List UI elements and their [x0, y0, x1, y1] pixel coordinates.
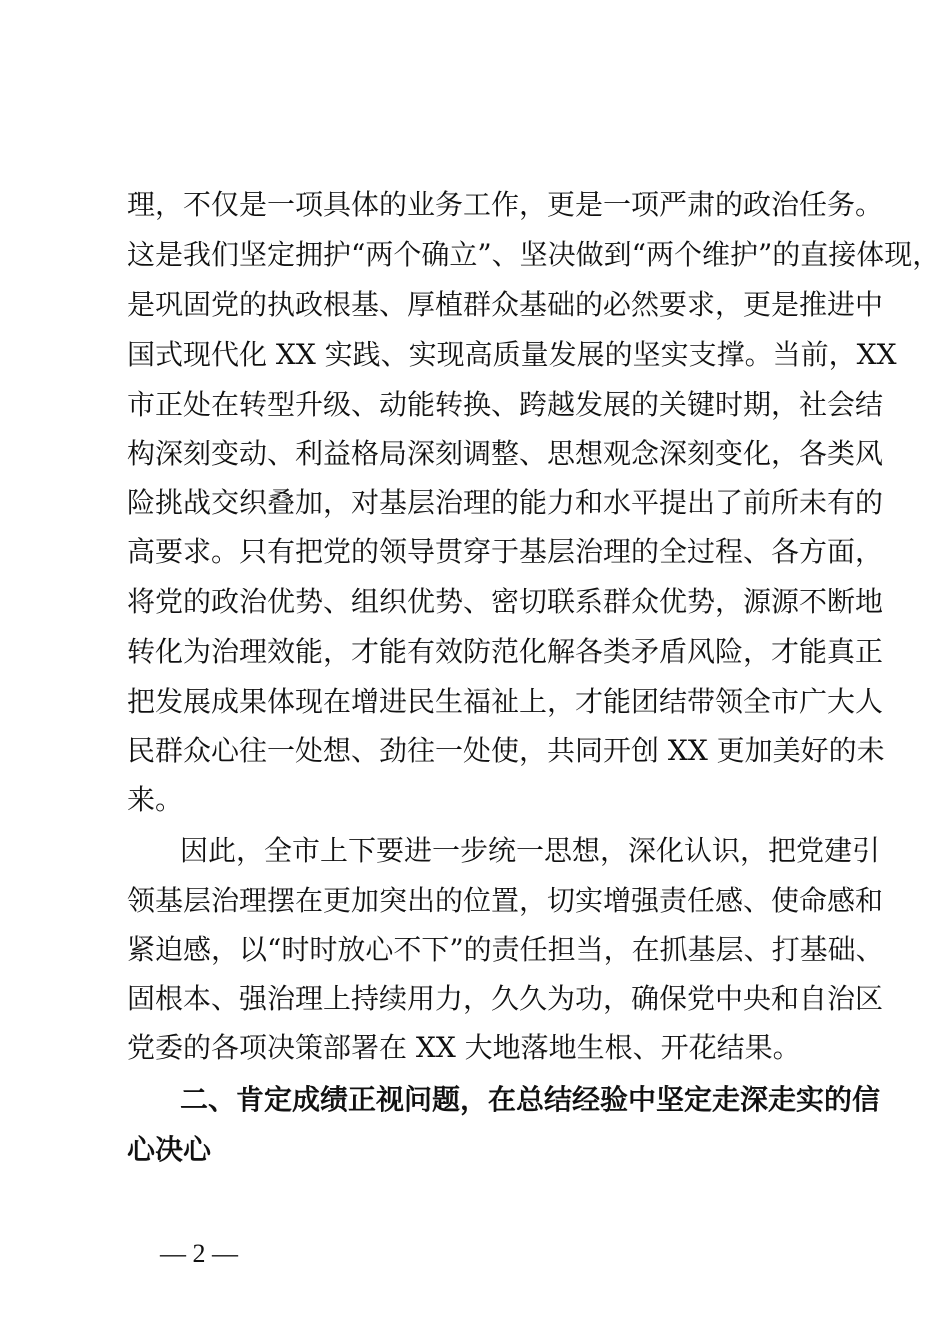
text-line: 国式现代化 XX 实践、实现高质量发展的坚实支撑。当前，XX — [127, 338, 897, 371]
page-number: — 2 — — [160, 1239, 238, 1268]
text-line: 因此，全市上下要进一步统一思想，深化认识，把党建引 — [180, 834, 881, 867]
heading-line: 心决心 — [127, 1133, 212, 1166]
text-line: 险挑战交织叠加，对基层治理的能力和水平提出了前所未有的 — [127, 486, 884, 519]
text-line: 这是我们坚定拥护“两个确立”、坚决做到“两个维护”的直接体现， — [127, 238, 941, 271]
heading-line: 二、肯定成绩正视问题，在总结经验中坚定走深走实的信 — [180, 1083, 881, 1116]
text-line: 高要求。只有把党的领导贯穿于基层治理的全过程、各方面， — [127, 535, 884, 568]
text-line: 紧迫感，以“时时放心不下”的责任担当，在抓基层、打基础、 — [127, 933, 884, 966]
text-line: 理，不仅是一项具体的业务工作，更是一项严肃的政治任务。 — [127, 188, 884, 221]
text-line: 构深刻变动、利益格局深刻调整、思想观念深刻变化，各类风 — [127, 437, 884, 470]
text-line: 党委的各项决策部署在 XX 大地落地生根、开花结果。 — [127, 1031, 801, 1064]
text-line: 把发展成果体现在增进民生福祉上，才能团结带领全市广大人 — [127, 685, 884, 718]
text-line: 转化为治理效能，才能有效防范化解各类矛盾风险，才能真正 — [127, 635, 884, 668]
text-line: 来。 — [127, 783, 184, 816]
text-line: 是巩固党的执政根基、厚植群众基础的必然要求，更是推进中 — [127, 288, 884, 321]
text-line: 领基层治理摆在更加突出的位置，切实增强责任感、使命感和 — [127, 884, 884, 917]
text-line: 将党的政治优势、组织优势、密切联系群众优势，源源不断地 — [127, 585, 884, 618]
text-line: 固根本、强治理上持续用力，久久为功，确保党中央和自治区 — [127, 982, 884, 1015]
text-line: 市正处在转型升级、动能转换、跨越发展的关键时期，社会结 — [127, 388, 884, 421]
text-line: 民群众心往一处想、劲往一处使，共同开创 XX 更加美好的未 — [127, 734, 885, 767]
